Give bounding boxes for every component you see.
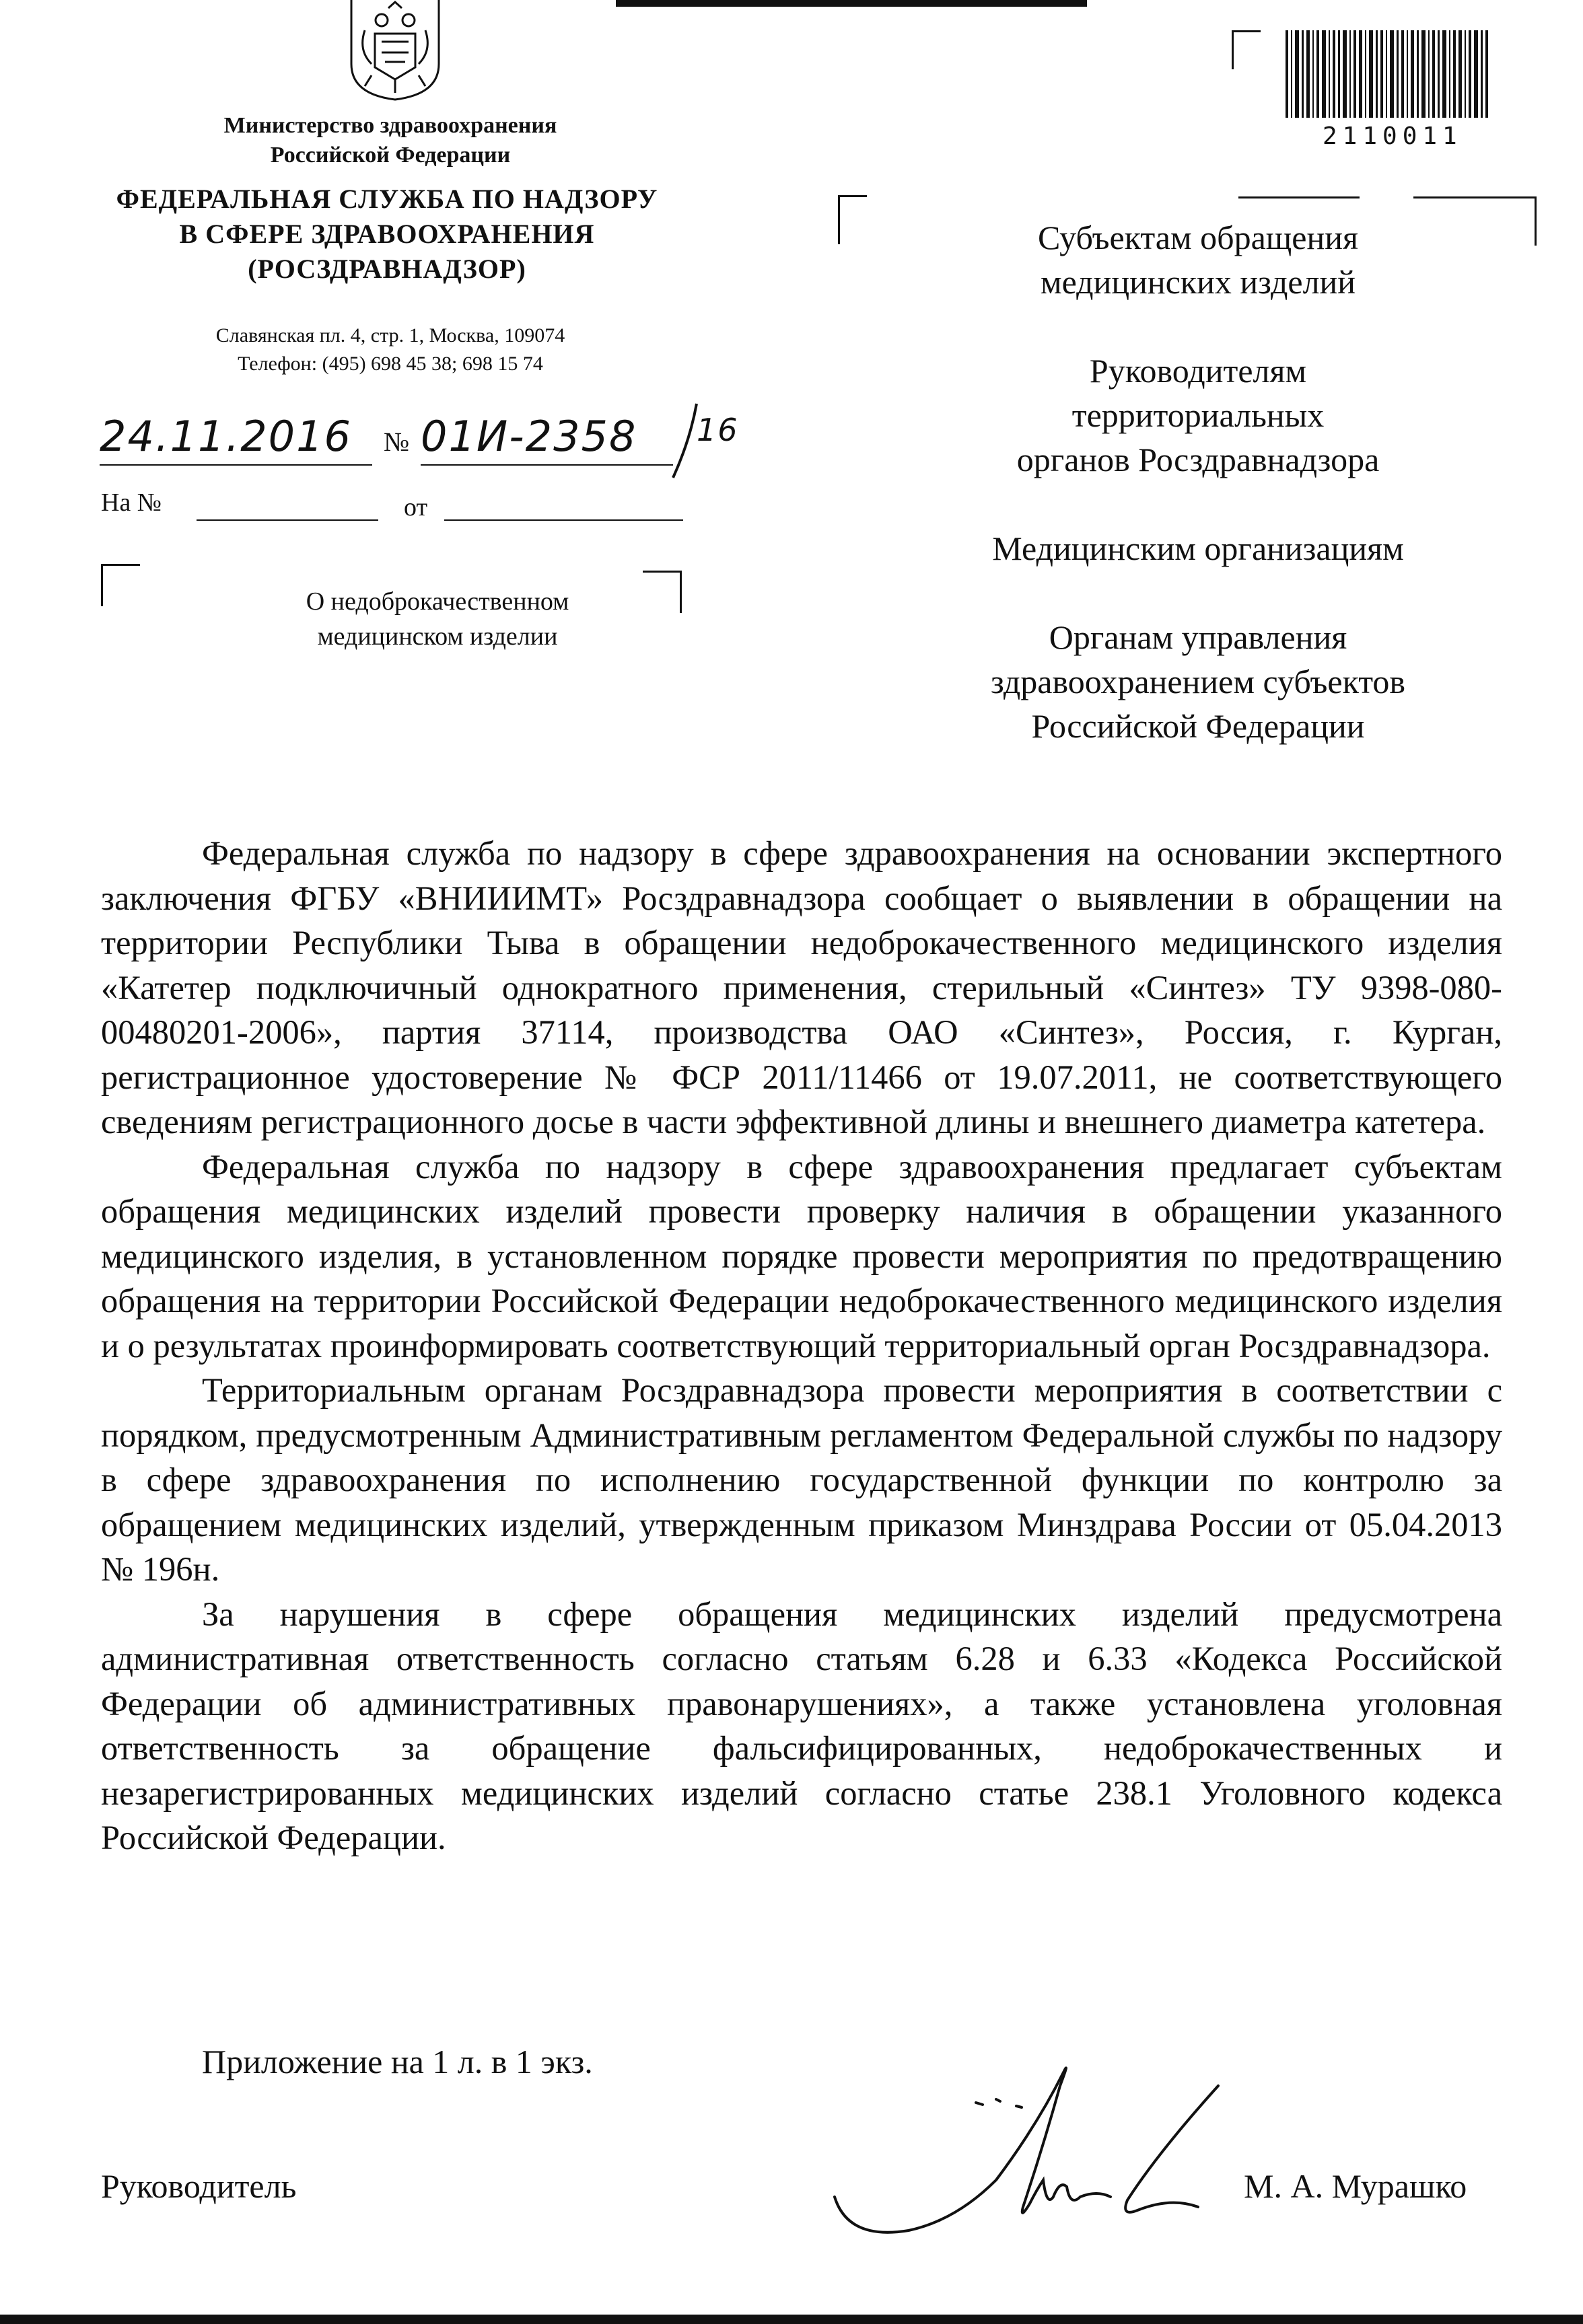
handwritten-date: 24.11.2016: [100, 412, 352, 461]
service-line: В СФЕРЕ ЗДРАВООХРАНЕНИЯ: [179, 219, 595, 249]
from-label: от: [404, 493, 428, 521]
scan-artifact-bar: [0, 2315, 1583, 2324]
body-paragraph: Федеральная служба по надзору в сфере здравоохранения предлагает субъектам обращения медицинских изделий провести проверку наличия в обращении указанного медицинского изделия, в установленном порядке провести мероприятия по предотвращению обращения на территории Российской Федерации недоброкачественного медицинского изделия и о результатах проинформировать соответствующий территориальный орган Росздравнадзора.: [101, 1147, 1502, 1365]
address-line: Славянская пл. 4, стр. 1, Москва, 109074: [215, 324, 565, 347]
addressee-line: Российской Федерации: [1031, 707, 1365, 745]
ministry-name: [155, 111, 626, 170]
addressees-block: [888, 215, 1508, 793]
bracket-corner: [101, 564, 140, 606]
subject-line: медицинском изделии: [317, 622, 558, 651]
body-paragraph: Территориальным органам Росздравнадзора провести мероприятия в соответствии с порядком, предусмотренным Административным регламентом Федеральной службы по надзору в сфере здравоохранения по исполнению государственной функции по контролю за обращением медицинских изделий, утвержденным приказом Минздрава России от 05.04.2013 № 196н.: [101, 1371, 1502, 1588]
addressee-group: [888, 349, 1508, 482]
addressee-group: [888, 215, 1508, 304]
signer-name: М. А. Мурашко: [1244, 2167, 1467, 2205]
addressee-line: Органам управления: [1049, 618, 1347, 656]
address-block: [135, 322, 646, 378]
addressee-line: территориальных: [1071, 396, 1325, 434]
bracket-line: [1238, 196, 1360, 198]
addressee-group: [888, 615, 1508, 748]
subject-line: О недоброкачественном: [306, 587, 569, 616]
letter-body: [101, 831, 1502, 1860]
subject-block: [202, 584, 673, 654]
scan-artifact-bar: [616, 0, 1087, 7]
bracket-corner: [1232, 30, 1261, 69]
service-line: ФЕДЕРАЛЬНАЯ СЛУЖБА ПО НАДЗОРУ: [116, 184, 658, 214]
body-paragraph: За нарушения в сфере обращения медицинских изделий предусмотрена административная ответственность согласно статьям 6.28 и 6.33 «Кодекса Российской Федерации об административных правонарушениях», а также установлена уголовная ответственность за обращение фальсифицированных, недоброкачественных и незарегистрированных медицинских изделий согласно статье 238.1 Уголовного кодекса Российской Федерации.: [101, 1595, 1502, 1856]
barcode: [1286, 30, 1494, 131]
attachment-note: Приложение на 1 л. в 1 экз.: [202, 2043, 593, 2080]
coat-of-arms-icon: [345, 0, 446, 101]
barcode-number: 2110011: [1323, 122, 1463, 150]
from-line: [444, 519, 683, 521]
phone-line: Телефон: (495) 698 45 38; 698 15 74: [238, 353, 543, 375]
ministry-line: Министерство здравоохранения: [223, 113, 557, 138]
addressee-line: здравоохранением субъектов: [990, 663, 1406, 700]
addressee-line: Субъектам обращения: [1038, 219, 1358, 256]
number-sign: №: [384, 427, 410, 457]
handwritten-number: 01И-2358: [421, 412, 637, 461]
date-underline: [100, 464, 372, 466]
reply-to-line: [197, 519, 378, 521]
signature-image: [821, 2045, 1252, 2247]
service-line: (РОСЗДРАВНАДЗОР): [248, 254, 526, 284]
body-paragraph: Федеральная служба по надзору в сфере здравоохранения на основании экспертного заключения ФГБУ «ВНИИИМТ» Росздравнадзора сообщает о выявлении в обращении на территории Республики Тыва в обращении недоброкачественного медицинского изделия «Катетер подключичный однократного применения, стерильный «Синтез» ТУ 9398-080-00480201-2006», партия 37114, производства ОАО «Синтез», Россия, г. Курган, регистрационное удостоверение № ФСР 2011/11466 от 19.07.2011, не соответствующего сведениям регистрационного досье в части эффективной длины и внешнего диаметра катетера.: [101, 834, 1502, 1140]
number-underline: [421, 464, 673, 466]
service-name: [74, 182, 700, 287]
addressee-line: медицинских изделий: [1040, 263, 1356, 301]
addressee-line: Медицинским организациям: [992, 530, 1404, 567]
ministry-line: Российской Федерации: [270, 143, 511, 168]
addressee-group: [888, 526, 1508, 571]
addressee-line: Руководителям: [1089, 352, 1307, 390]
bracket-corner: [838, 195, 867, 244]
signer-role: Руководитель: [101, 2167, 297, 2205]
handwritten-number-suffix: 16: [697, 412, 739, 448]
reply-to-label: На №: [101, 488, 162, 517]
slash-mark: [670, 400, 744, 481]
addressee-line: органов Росздравнадзора: [1016, 441, 1380, 478]
